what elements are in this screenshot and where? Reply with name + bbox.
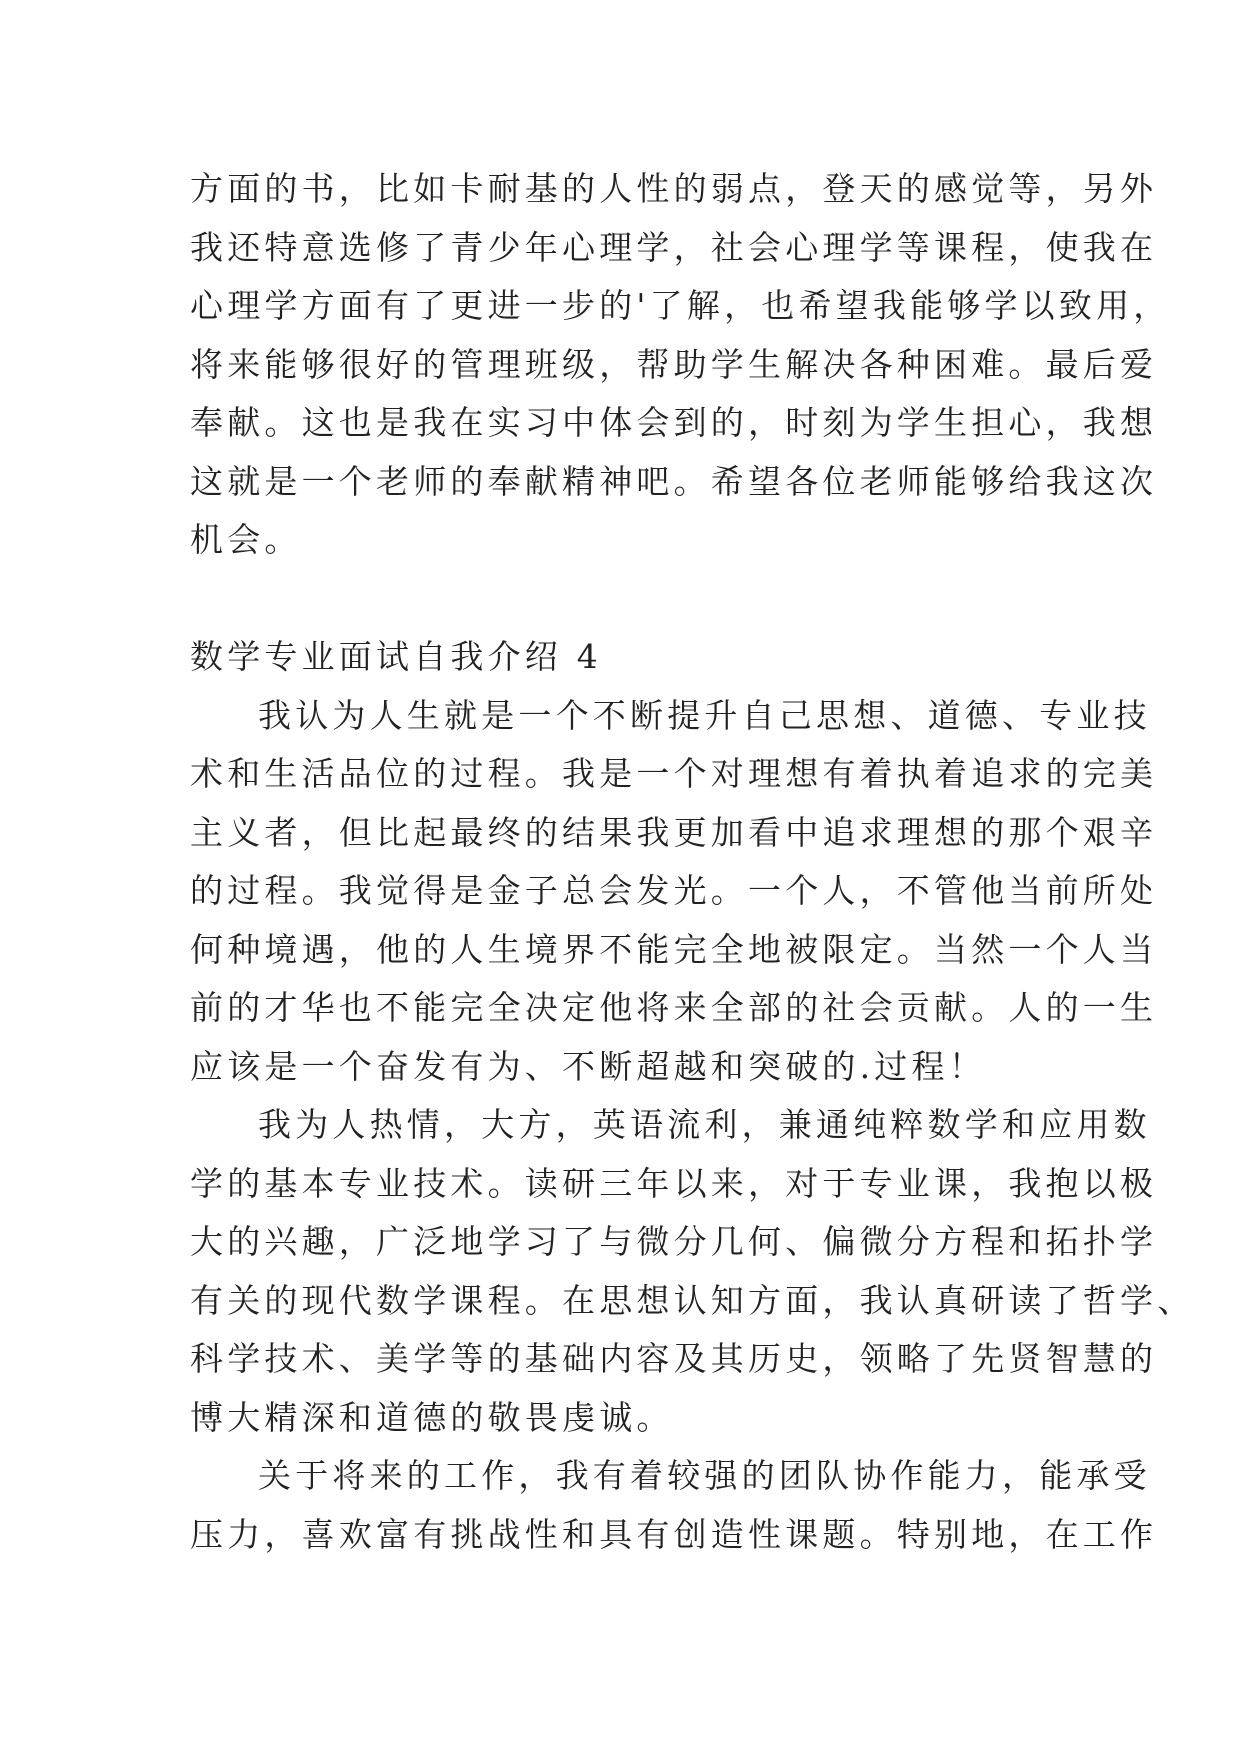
paragraph-2 — [190, 1096, 1195, 1447]
section-heading: 数学专业面试自我介绍 4 — [190, 637, 602, 676]
text-line: 我还特意选修了青少年心理学，社会心理学等课程，使我在 — [190, 227, 1158, 267]
text-line: 奉献。这也是我在实习中体会到的，时刻为学生担心，我想 — [190, 403, 1158, 442]
text-line: 有关的现代数学课程。在思想认知方面，我认真研读了哲学、 — [190, 1280, 1195, 1320]
text-line: 博大精深和道德的敬畏虔诚。 — [190, 1397, 674, 1437]
text-line: 压力，喜欢富有挑战性和具有创造性课题。特别地，在工作 — [190, 1514, 1158, 1554]
text-line: 术和生活品位的过程。我是一个对理想有着执着追求的完美 — [190, 754, 1158, 793]
text-line: 主义者，但比起最终的结果我更加看中追求理想的那个艰辛 — [190, 812, 1158, 852]
text-line: 这就是一个老师的奉献精神吧。希望各位老师能够给我这次 — [190, 461, 1158, 501]
text-line: 我为人热情，大方，英语流利，兼通纯粹数学和应用数 — [258, 1105, 1151, 1144]
text-line: 将来能够很好的管理班级，帮助学生解决各种困难。最后爱 — [190, 344, 1158, 384]
text-line: 学的基本专业技术。读研三年以来，对于专业课，我抱以极 — [190, 1163, 1158, 1203]
text-line: 大的兴趣，广泛地学习了与微分几何、偏微分方程和拓扑学 — [190, 1222, 1158, 1261]
document-body — [190, 160, 1195, 1564]
text-line: 应该是一个奋发有为、不断超越和突破的.过程！ — [190, 1046, 986, 1086]
text-line: 我认为人生就是一个不断提升自己思想、道德、专业技 — [258, 695, 1151, 735]
text-line: 关于将来的工作，我有着较强的团队协作能力，能承受 — [258, 1456, 1151, 1495]
text-line: 的过程。我觉得是金子总会发光。一个人，不管他当前所处 — [190, 871, 1158, 910]
text-line: 方面的书，比如卡耐基的人性的弱点，登天的感觉等，另外 — [190, 169, 1158, 208]
text-line: 前的才华也不能完全决定他将来全部的社会贡献。人的一生 — [190, 988, 1158, 1027]
intro-paragraph — [190, 160, 1171, 570]
paragraph-1 — [190, 687, 1158, 1097]
text-line: 何种境遇，他的人生境界不能完全地被限定。当然一个人当 — [190, 929, 1158, 969]
text-line: 机会。 — [190, 520, 302, 559]
text-line: 科学技术、美学等的基础内容及其历史，领略了先贤智慧的 — [190, 1339, 1158, 1378]
text-line: 心理学方面有了更进一步的'了解，也希望我能够学以致用， — [190, 286, 1171, 325]
paragraph-3 — [190, 1447, 1158, 1564]
